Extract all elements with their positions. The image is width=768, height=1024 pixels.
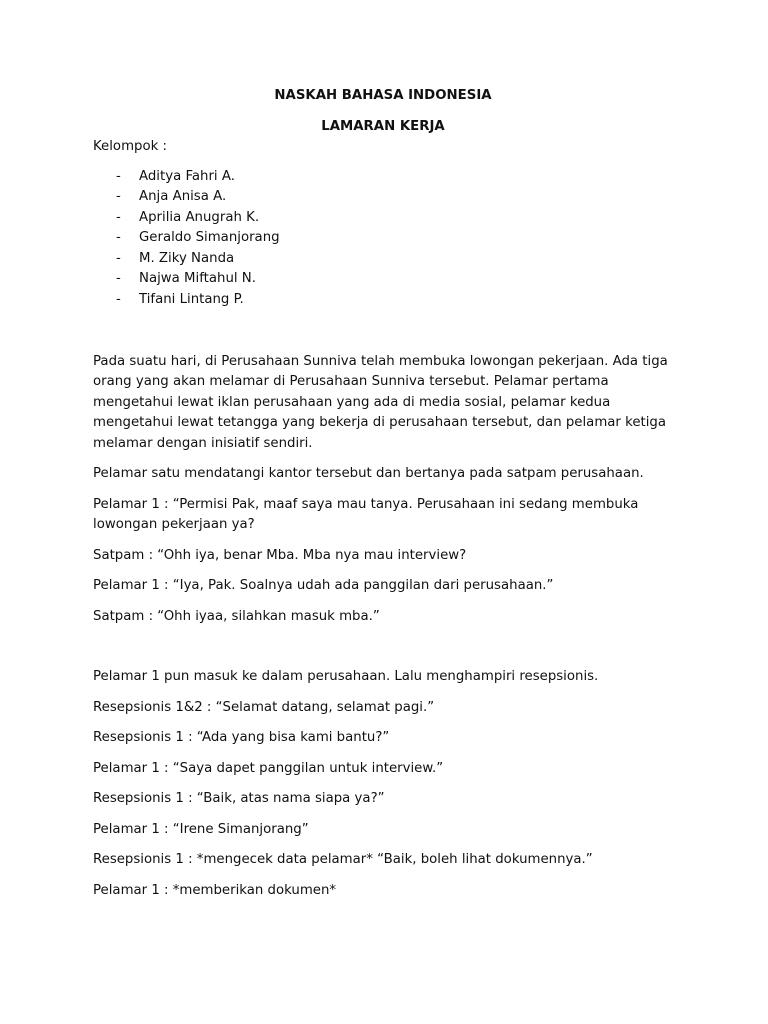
- list-item: [93, 208, 673, 229]
- list-item: [93, 290, 673, 311]
- member-name: Tifani Lintang P.: [139, 292, 244, 308]
- member-name: Aditya Fahri A.: [139, 168, 235, 184]
- list-item: [93, 187, 673, 208]
- bullet-dash: -: [116, 292, 121, 308]
- list-item: [93, 167, 673, 188]
- bullet-dash: -: [116, 230, 121, 246]
- document-subtitle: LAMARAN KERJA: [321, 119, 445, 134]
- dialogue-line: Satpam : “Ohh iyaa, silahkan masuk mba.”: [93, 608, 380, 624]
- bullet-dash: -: [116, 209, 121, 225]
- narration-paragraph: Pada suatu hari, di Perusahaan Sunniva telah membuka lowongan pekerjaan. Ada tiga orang yang akan melamar di Perusahaan Sunniva tersebut. Pelamar pertama mengetahui lewat iklan perusahaan yang ada di media sosial, pelamar kedua mengetahui lewat tetangga yang bekerja di perusahaan tersebut, dan pelamar ketiga melamar dengan inisiatif sendiri.: [93, 353, 668, 451]
- dialogue-line: Pelamar 1 : *memberikan dokumen*: [93, 882, 337, 898]
- member-name: Geraldo Simanjorang: [139, 230, 280, 246]
- narration-paragraph: Pelamar 1 pun masuk ke dalam perusahaan. Lalu menghampiri resepsionis.: [93, 669, 599, 685]
- bullet-dash: -: [116, 250, 121, 266]
- dialogue-line: Resepsionis 1 : “Baik, atas nama siapa ya?”: [93, 791, 385, 807]
- document-content: [93, 86, 673, 901]
- bullet-dash: -: [116, 271, 121, 287]
- dialogue-line: Resepsionis 1 : “Ada yang bisa kami bantu?”: [93, 730, 390, 746]
- member-name: Anja Anisa A.: [139, 189, 227, 205]
- list-item: [93, 249, 673, 270]
- member-list: [93, 167, 673, 311]
- member-name: Aprilia Anugrah K.: [139, 209, 260, 225]
- dialogue-line: Resepsionis 1 : *mengecek data pelamar* “Baik, boleh lihat dokumennya.”: [93, 852, 593, 868]
- list-item: [93, 228, 673, 249]
- list-item: [93, 269, 673, 290]
- dialogue-line: Satpam : “Ohh iya, benar Mba. Mba nya mau interview?: [93, 547, 467, 563]
- document-title: NASKAH BAHASA INDONESIA: [274, 88, 492, 103]
- dialogue-line: Pelamar 1 : “Permisi Pak, maaf saya mau tanya. Perusahaan ini sedang membuka lowongan pekerjaan ya?: [93, 496, 639, 533]
- member-name: M. Ziky Nanda: [139, 250, 235, 266]
- narration-paragraph: Pelamar satu mendatangi kantor tersebut dan bertanya pada satpam perusahaan.: [93, 466, 644, 482]
- dialogue-line: Pelamar 1 : “Saya dapet panggilan untuk interview.”: [93, 760, 444, 776]
- dialogue-line: Pelamar 1 : “Iya, Pak. Soalnya udah ada panggilan dari perusahaan.”: [93, 578, 554, 594]
- member-name: Najwa Miftahul N.: [139, 271, 256, 287]
- dialogue-line: Pelamar 1 : “Irene Simanjorang”: [93, 821, 309, 837]
- bullet-dash: -: [116, 168, 121, 184]
- bullet-dash: -: [116, 189, 121, 205]
- dialogue-line: Resepsionis 1&2 : “Selamat datang, selamat pagi.”: [93, 699, 435, 715]
- group-label: Kelompok :: [93, 139, 168, 154]
